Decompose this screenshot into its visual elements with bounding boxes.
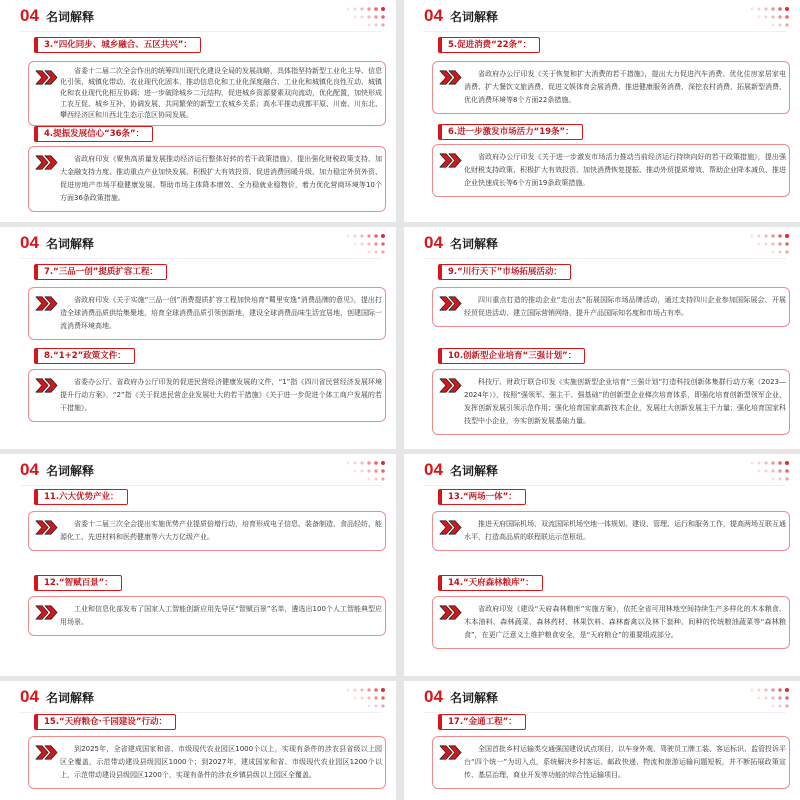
term-title: 5.促进消费“22条”： bbox=[438, 37, 540, 53]
term-title: 3.“四化同步、城乡融合、五区共兴”： bbox=[34, 37, 201, 53]
chapter-title: 名词解释 bbox=[46, 691, 95, 705]
chapter-number: 04 bbox=[20, 687, 39, 706]
double-chevron-icon bbox=[439, 378, 463, 393]
double-chevron-icon bbox=[35, 378, 59, 393]
term-title: 6.进一步激发市场活力“19条”： bbox=[438, 124, 583, 140]
double-chevron-icon bbox=[439, 296, 463, 311]
term-definition: 科技厅、财政厅联合印发《实施创新型企业培育“三强计划”打造科技创新体集群行动方案（2023—2024年）》，按照“强领军、强主干、强基础”的创新型企业梯次培育体系，即强化培育创新型领军企业，发挥创新发展引领示范作用；强化培育国家高新技术企业，发展壮大创新发展主干力量；强化培育国家科技型中小企业，夯实创新发展基础力量。 bbox=[464, 378, 786, 425]
header-divider bbox=[20, 485, 382, 486]
slide-1 bbox=[0, 0, 396, 222]
term-definition-box bbox=[432, 287, 790, 327]
double-chevron-icon bbox=[35, 296, 59, 311]
chapter-title: 名词解释 bbox=[46, 10, 95, 24]
dot-pattern-icon bbox=[748, 459, 794, 487]
slide-4 bbox=[404, 227, 800, 449]
header-divider bbox=[20, 258, 382, 259]
dot-pattern-icon bbox=[748, 5, 794, 33]
term-title: 11.六大优势产业： bbox=[34, 489, 128, 505]
double-chevron-icon bbox=[35, 70, 59, 85]
term-title: 9.“川行天下”市场拓展活动： bbox=[438, 264, 571, 280]
dot-pattern-icon bbox=[748, 232, 794, 260]
term-title: 10.创新型企业培育“三强计划”： bbox=[438, 348, 585, 364]
double-chevron-icon bbox=[439, 153, 463, 168]
term-definition-box bbox=[432, 736, 790, 789]
dot-pattern-icon bbox=[748, 686, 794, 714]
chapter-title: 名词解释 bbox=[46, 237, 95, 251]
term-definition: 省委办公厅、省政府办公厅印发的促进民营经济健康发展的文件，“1”指《四川省民营经济发展环境提升行动方案》，“2”指《关于促进民营企业发展壮大的若干措施》《关于进一步促进个体工商户发展的若干措施》。 bbox=[60, 378, 382, 412]
header-divider bbox=[424, 258, 786, 259]
double-chevron-icon bbox=[439, 745, 463, 760]
term-definition: 四川重点打造的推动企业“走出去”拓展国际市场品牌活动，通过支持四川企业参加国际展会、开展经贸促进活动、建立国际营销网络，提升产品国际知名度和市场占有率。 bbox=[464, 296, 786, 317]
header-divider bbox=[20, 31, 382, 32]
chapter-title: 名词解释 bbox=[450, 691, 499, 705]
term-title: 13.“两场一体”： bbox=[438, 489, 526, 505]
term-definition: 工业和信息化部发布了国家人工智能创新应用先导区“智赋百景”名单，遴选出100个人工智能典型应用场景。 bbox=[60, 605, 382, 626]
header-divider bbox=[424, 485, 786, 486]
double-chevron-icon bbox=[439, 605, 463, 620]
term-definition: 省政府印发《建设“天府森林粮库”实施方案》，依托全省可用林地空间持续生产多样化的木本粮食、木本油料、森林蔬菜、森林药材、林果饮料、森林畜禽以及林下套种、间种的传统粮油蔬菜等“森林粮食”，在更广泛意义上维护粮食安全，是“天府粮仓”的重要组成部分。 bbox=[464, 605, 786, 639]
term-definition-box bbox=[432, 596, 790, 649]
term-title: 8.“1+2”政策文件： bbox=[34, 348, 135, 364]
term-definition: 省政府印发《关于实施“三品一创”消费提质扩容工程加快培育“蜀里安逸”消费品牌的意见》，提出打造全球消费品质供给集聚地，培育全球消费品质引领创新地，建设全球消费品味生活宜居地，创建国际一流消费环境高地。 bbox=[60, 296, 382, 330]
term-definition-box bbox=[28, 736, 386, 789]
term-definition: 推进天府国际机场、双流国际机场空地一体规划、建设、管理、运行和服务工作，提高两场互联互通水平，打造高品质的联程联运示范枢纽。 bbox=[464, 520, 786, 541]
term-title: 12.“智赋百景”： bbox=[34, 575, 122, 591]
term-definition: 省政府办公厅印发《关于恢复和扩大消费的若干措施》，提出大力促进汽车消费、优化住房家居家电消费、扩大餐饮文旅消费、促进文娱体育会展消费、推进健康服务消费、深挖农村消费、拓展新型消费、优化消费环境等8个方面22条措施。 bbox=[464, 70, 786, 104]
slide-2 bbox=[404, 0, 800, 222]
term-definition-box bbox=[28, 369, 386, 422]
dot-pattern-icon bbox=[344, 5, 390, 33]
chapter-number: 04 bbox=[424, 687, 443, 706]
term-definition-box bbox=[432, 144, 790, 197]
term-definition-box bbox=[28, 146, 386, 212]
slide-7 bbox=[0, 681, 396, 800]
term-definition: 全国首批乡村运输类交通强国建设试点项目，以车身外观、驾驶员工牌工装、客运标识、监管投诉平台“四个统一”为切入点，系统解决乡村客运、邮政快递、物流和旅游运输问题短板，并不断拓展政策宣传、基层治理、商业开发等功能的综合性运输项目。 bbox=[464, 745, 786, 779]
chapter-number: 04 bbox=[424, 233, 443, 252]
term-title: 17.“金通工程”： bbox=[438, 714, 526, 730]
chapter-title: 名词解释 bbox=[46, 464, 95, 478]
dot-pattern-icon bbox=[344, 459, 390, 487]
term-title: 14.“天府森林粮库”： bbox=[438, 575, 543, 591]
header-divider bbox=[20, 712, 382, 713]
double-chevron-icon bbox=[439, 520, 463, 535]
term-definition: 省委十二届三次全会提出实施优势产业提质倍增行动，培育形成电子信息、装备制造、食品轻纺、能源化工、先进材料和医药健康等六大万亿级产业。 bbox=[60, 520, 382, 541]
slide-8 bbox=[404, 681, 800, 800]
chapter-title: 名词解释 bbox=[450, 10, 499, 24]
header-divider bbox=[424, 31, 786, 32]
term-definition: 省政府办公厅印发《关于进一步激发市场活力推动当前经济运行持续向好的若干政策措施》，提出强化财税支持政策、积极扩大有效投资、加快消费恢复提振、推动外贸提质增效、帮助企业降本减负、推进企业快速成长等6个方面19条政策措施。 bbox=[464, 153, 786, 187]
chapter-title: 名词解释 bbox=[450, 237, 499, 251]
term-definition-box bbox=[432, 369, 790, 435]
chapter-number: 04 bbox=[20, 6, 39, 25]
double-chevron-icon bbox=[35, 520, 59, 535]
term-definition-box bbox=[432, 61, 790, 114]
header-divider bbox=[424, 712, 786, 713]
term-title: 4.提振发展信心“36条”： bbox=[34, 126, 153, 142]
term-title: 7.“三品一创”提质扩容工程： bbox=[34, 264, 167, 280]
double-chevron-icon bbox=[35, 605, 59, 620]
term-definition-box bbox=[28, 61, 386, 126]
term-definition-box bbox=[28, 596, 386, 636]
chapter-number: 04 bbox=[424, 460, 443, 479]
term-definition-box bbox=[432, 511, 790, 551]
dot-pattern-icon bbox=[344, 232, 390, 260]
chapter-title: 名词解释 bbox=[450, 464, 499, 478]
term-definition-box bbox=[28, 287, 386, 340]
term-definition: 省委十二届二次全会作出的统筹四川现代化建设全局的发展战略，具体指坚持新型工业化主导、信息化引领、城镇化带动、农业现代化固本，推动信息化和工业化深度融合、工业化和城镇化良性互动、城镇化和农业现代化相互协调；进一步破除城乡二元结构，促进城乡资源要素双向流动，优化配置，加快形成工农互促、城乡互补、协调发展、共同繁荣的新型工农城乡关系；高水平推动成都平原、川南、川东北、攀西经济区和川西北生态示范区协同发展。 bbox=[60, 67, 382, 119]
double-chevron-icon bbox=[439, 70, 463, 85]
slide-6 bbox=[404, 454, 800, 676]
chapter-number: 04 bbox=[424, 6, 443, 25]
dot-pattern-icon bbox=[344, 686, 390, 714]
term-definition: 到2025年，全省建成国家和省、市级现代农业园区1000个以上，实现有条件的涉农县省级以上园区全覆盖，示范带动建设县级园区1000个；到2027年，建成国家和省、市级现代农业园区1200个以上，示范带动建设县级园区1200个，实现有条件的涉农乡镇县级以上园区全覆盖。 bbox=[60, 745, 382, 779]
slide-5 bbox=[0, 454, 396, 676]
term-definition-box bbox=[28, 511, 386, 551]
double-chevron-icon bbox=[35, 745, 59, 760]
chapter-number: 04 bbox=[20, 460, 39, 479]
chapter-number: 04 bbox=[20, 233, 39, 252]
term-title: 15.“天府粮仓·千园建设”行动： bbox=[34, 714, 176, 730]
term-definition: 省政府印发《聚焦高质量发展推动经济运行整体好转的若干政策措施》，提出强化财税政策支持、加大金融支持力度、推动重点产业加快发展、积极扩大有效投资、促进消费回暖升级、加力稳定外贸外资、促进房地产市场平稳健康发展、帮助市场主体降本增效、全力稳就业稳物价，着力优化营商环境等10个方面36条政策措施。 bbox=[60, 155, 382, 202]
double-chevron-icon bbox=[35, 155, 59, 170]
slide-3 bbox=[0, 227, 396, 449]
